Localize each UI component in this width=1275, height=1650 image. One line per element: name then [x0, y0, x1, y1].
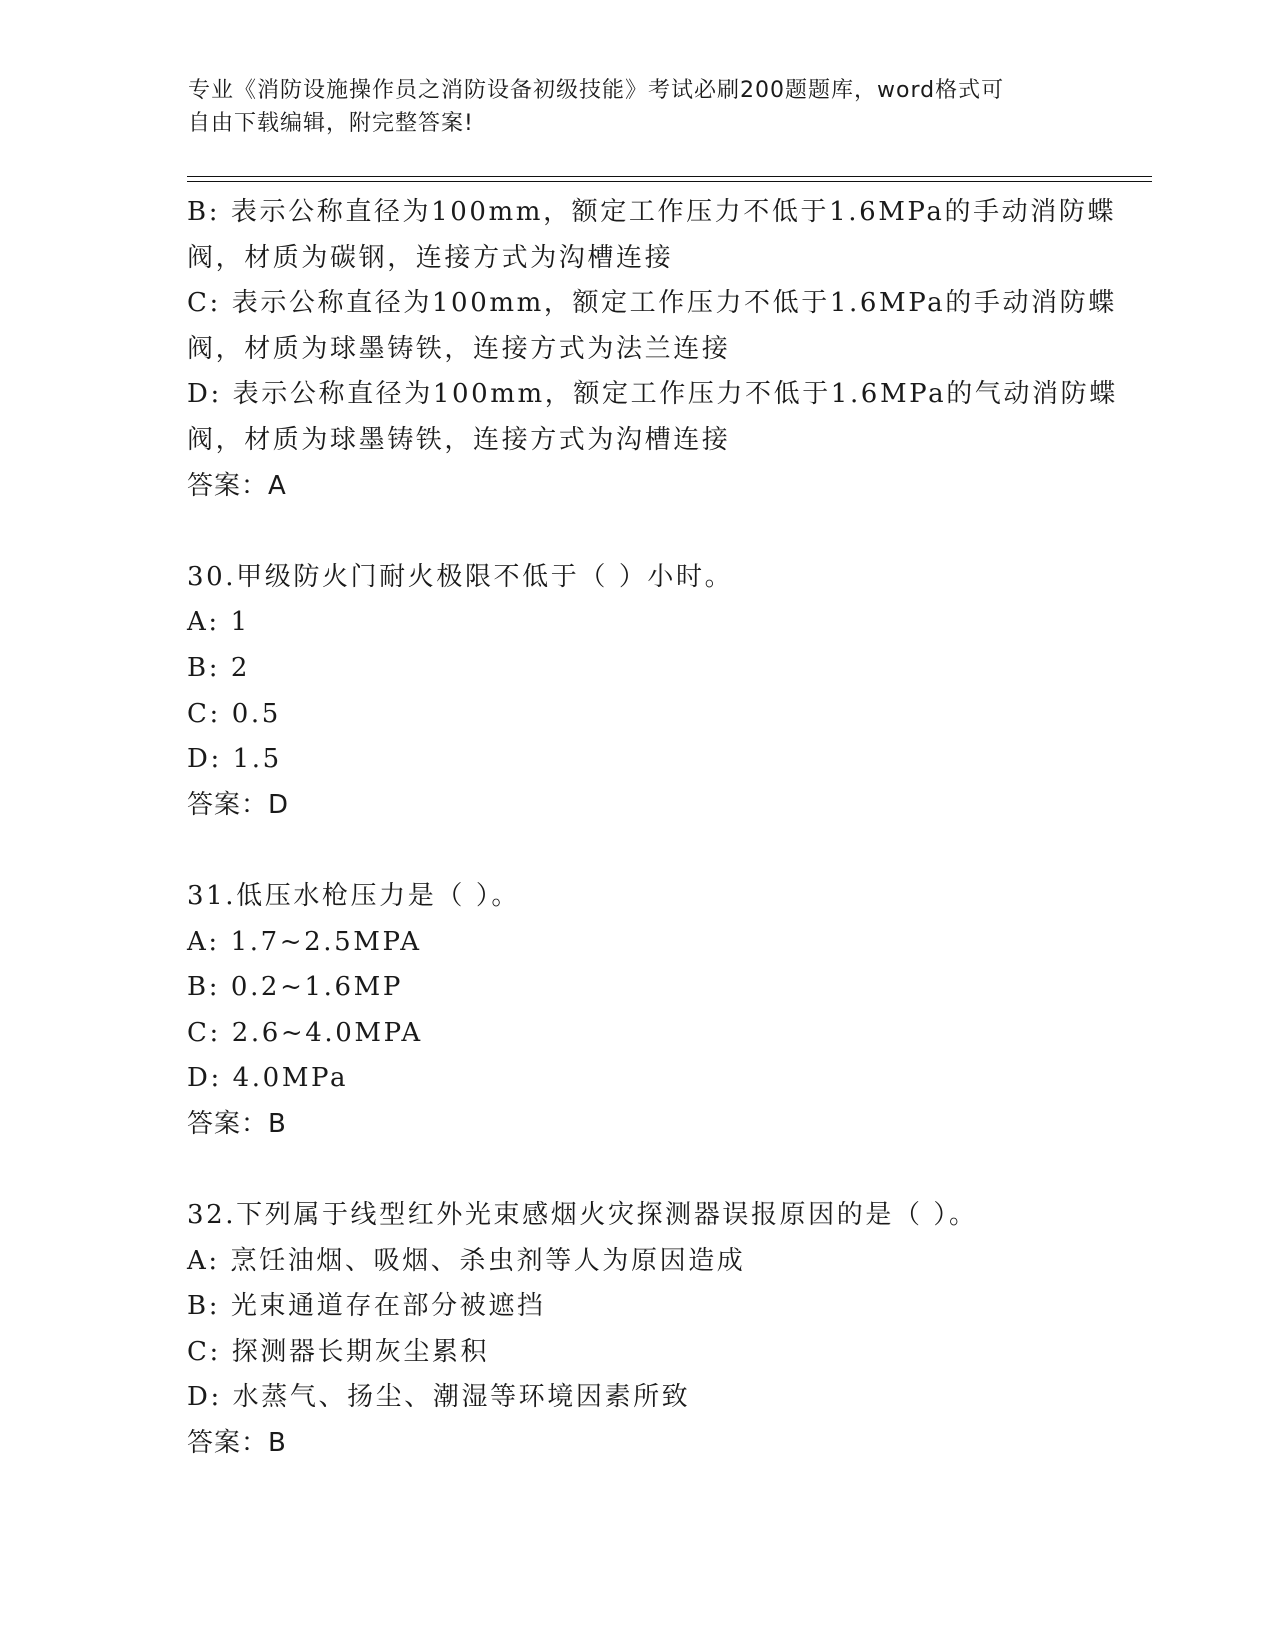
question-block-31 [187, 874, 1087, 1148]
option-c-line-1: C: 表示公称直径为100mm，额定工作压力不低于1.6MPa的手动消防蝶 [187, 288, 1117, 319]
option-d: D: 水蒸气、扬尘、潮湿等环境因素所致 [187, 1382, 691, 1413]
option-c: C: 2.6~4.0MPA [187, 1017, 423, 1048]
option-c-line-2: 阀，材质为球墨铸铁，连接方式为法兰连接 [187, 333, 731, 364]
spacer [187, 1147, 1087, 1193]
document-header [188, 74, 1088, 140]
option-b-line-1: B: 表示公称直径为100mm，额定工作压力不低于1.6MPa的手动消防蝶 [187, 197, 1117, 227]
question-content [187, 190, 1118, 1467]
option-a: A: 1 [187, 607, 250, 638]
question-block-29 [187, 190, 1118, 509]
option-b-line-2: 阀，材质为碳钢，连接方式为沟槽连接 [187, 242, 674, 273]
question-block-30 [187, 555, 1087, 829]
answer-text: 答案：B [187, 1108, 287, 1139]
option-d-line-1: D: 表示公称直径为100mm，额定工作压力不低于1.6MPa的气动消防蝶 [187, 379, 1118, 410]
question-stem: 32.下列属于线型红外光束感烟火灾探测器误报原因的是（ ）。 [187, 1200, 978, 1231]
option-b: B: 2 [187, 652, 251, 683]
option-b: B: 0.2~1.6MP [187, 972, 403, 1003]
spacer [187, 509, 1087, 555]
header-line-1: 专业《消防设施操作员之消防设备初级技能》考试必刷200题题库，word格式可 [188, 78, 1005, 103]
header-divider-bottom [187, 181, 1152, 182]
option-d: D: 4.0MPa [187, 1063, 349, 1094]
answer-text: 答案：D [187, 789, 290, 820]
header-line-2: 自由下载编辑，附完整答案! [188, 111, 474, 136]
option-a: A: 1.7~2.5MPA [187, 926, 422, 957]
question-block-32 [187, 1193, 1087, 1467]
question-stem: 30.甲级防火门耐火极限不低于（ ）小时。 [187, 561, 734, 592]
spacer [187, 828, 1087, 874]
option-d: D: 1.5 [187, 744, 282, 775]
option-b: B: 光束通道存在部分被遮挡 [187, 1291, 546, 1322]
answer-text: 答案：B [187, 1428, 287, 1459]
option-c: C: 探测器长期灰尘累积 [187, 1336, 490, 1367]
option-c: C: 0.5 [187, 698, 281, 729]
question-stem: 31.低压水枪压力是（ ）。 [187, 880, 521, 911]
option-d-line-2: 阀，材质为球墨铸铁，连接方式为沟槽连接 [187, 424, 731, 455]
option-a: A: 烹饪油烟、吸烟、杀虫剂等人为原因造成 [187, 1245, 746, 1276]
answer-text: 答案：A [187, 470, 287, 501]
header-divider-top [187, 176, 1152, 177]
